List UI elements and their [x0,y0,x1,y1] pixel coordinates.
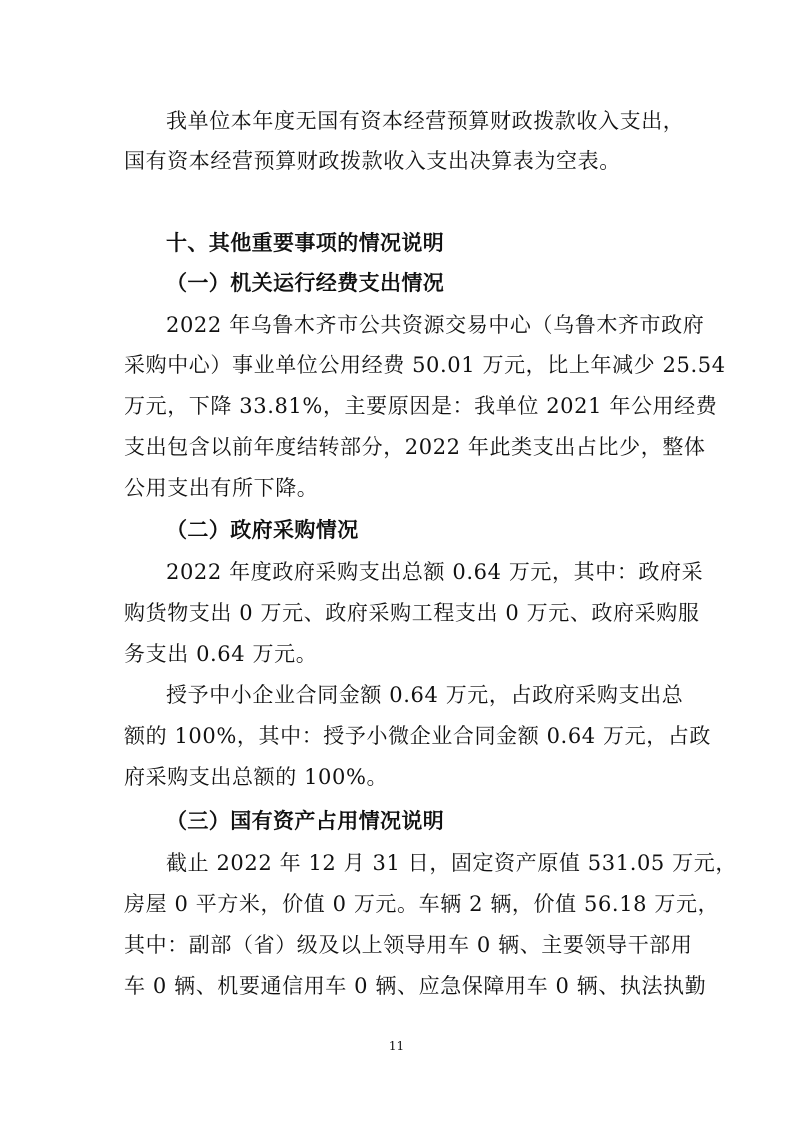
section-10-heading: 十、其他重要事项的情况说明 [166,231,445,255]
subsection-3-line-1: 截止 2022 年 12 月 31 日，固定资产原值 531.05 万元， [166,851,737,875]
subsection-2-para1-line-2: 购货物支出 0 万元、政府采购工程支出 0 万元、政府采购服 [124,601,700,625]
subsection-2-heading: （二）政府采购情况 [166,518,359,542]
page-number: 11 [388,1039,405,1053]
subsection-2-para2-line-1: 授予中小企业合同金额 0.64 万元，占政府采购支出总 [166,683,684,707]
subsection-3-heading: （三）国有资产占用情况说明 [166,809,445,833]
subsection-1-line-3: 万元，下降 33.81%，主要原因是：我单位 2021 年公用经费 [124,394,718,418]
subsection-1-line-1: 2022 年乌鲁木齐市公共资源交易中心（乌鲁木齐市政府 [166,313,705,337]
subsection-2-para1-line-3: 务支出 0.64 万元。 [124,642,318,666]
subsection-2-para1-line-1: 2022 年度政府采购支出总额 0.64 万元，其中：政府采 [166,560,704,584]
intro-line-1: 我单位本年度无国有资本经营预算财政拨款收入支出， [166,109,685,133]
subsection-1-line-4: 支出包含以前年度结转部分，2022 年此类支出占比少，整体 [124,435,706,459]
subsection-3-line-4: 车 0 辆、机要通信用车 0 辆、应急保障用车 0 辆、执法执勤 [124,974,707,998]
subsection-1-line-2: 采购中心）事业单位公用经费 50.01 万元，比上年减少 25.54 [124,353,726,377]
subsection-2-para2-line-2: 额的 100%，其中：授予小微企业合同金额 0.64 万元，占政 [124,724,712,748]
intro-line-2: 国有资本经营预算财政拨款收入支出决算表为空表。 [124,149,621,173]
subsection-3-line-3: 其中：副部（省）级及以上领导用车 0 辆、主要领导干部用 [124,933,693,957]
subsection-3-line-2: 房屋 0 平方米，价值 0 万元。车辆 2 辆，价值 56.18 万元， [124,892,720,916]
subsection-2-para2-line-3: 府采购支出总额的 100%。 [124,765,389,789]
subsection-1-line-5: 公用支出有所下降。 [124,476,319,500]
subsection-1-heading: （一）机关运行经费支出情况 [166,271,445,295]
